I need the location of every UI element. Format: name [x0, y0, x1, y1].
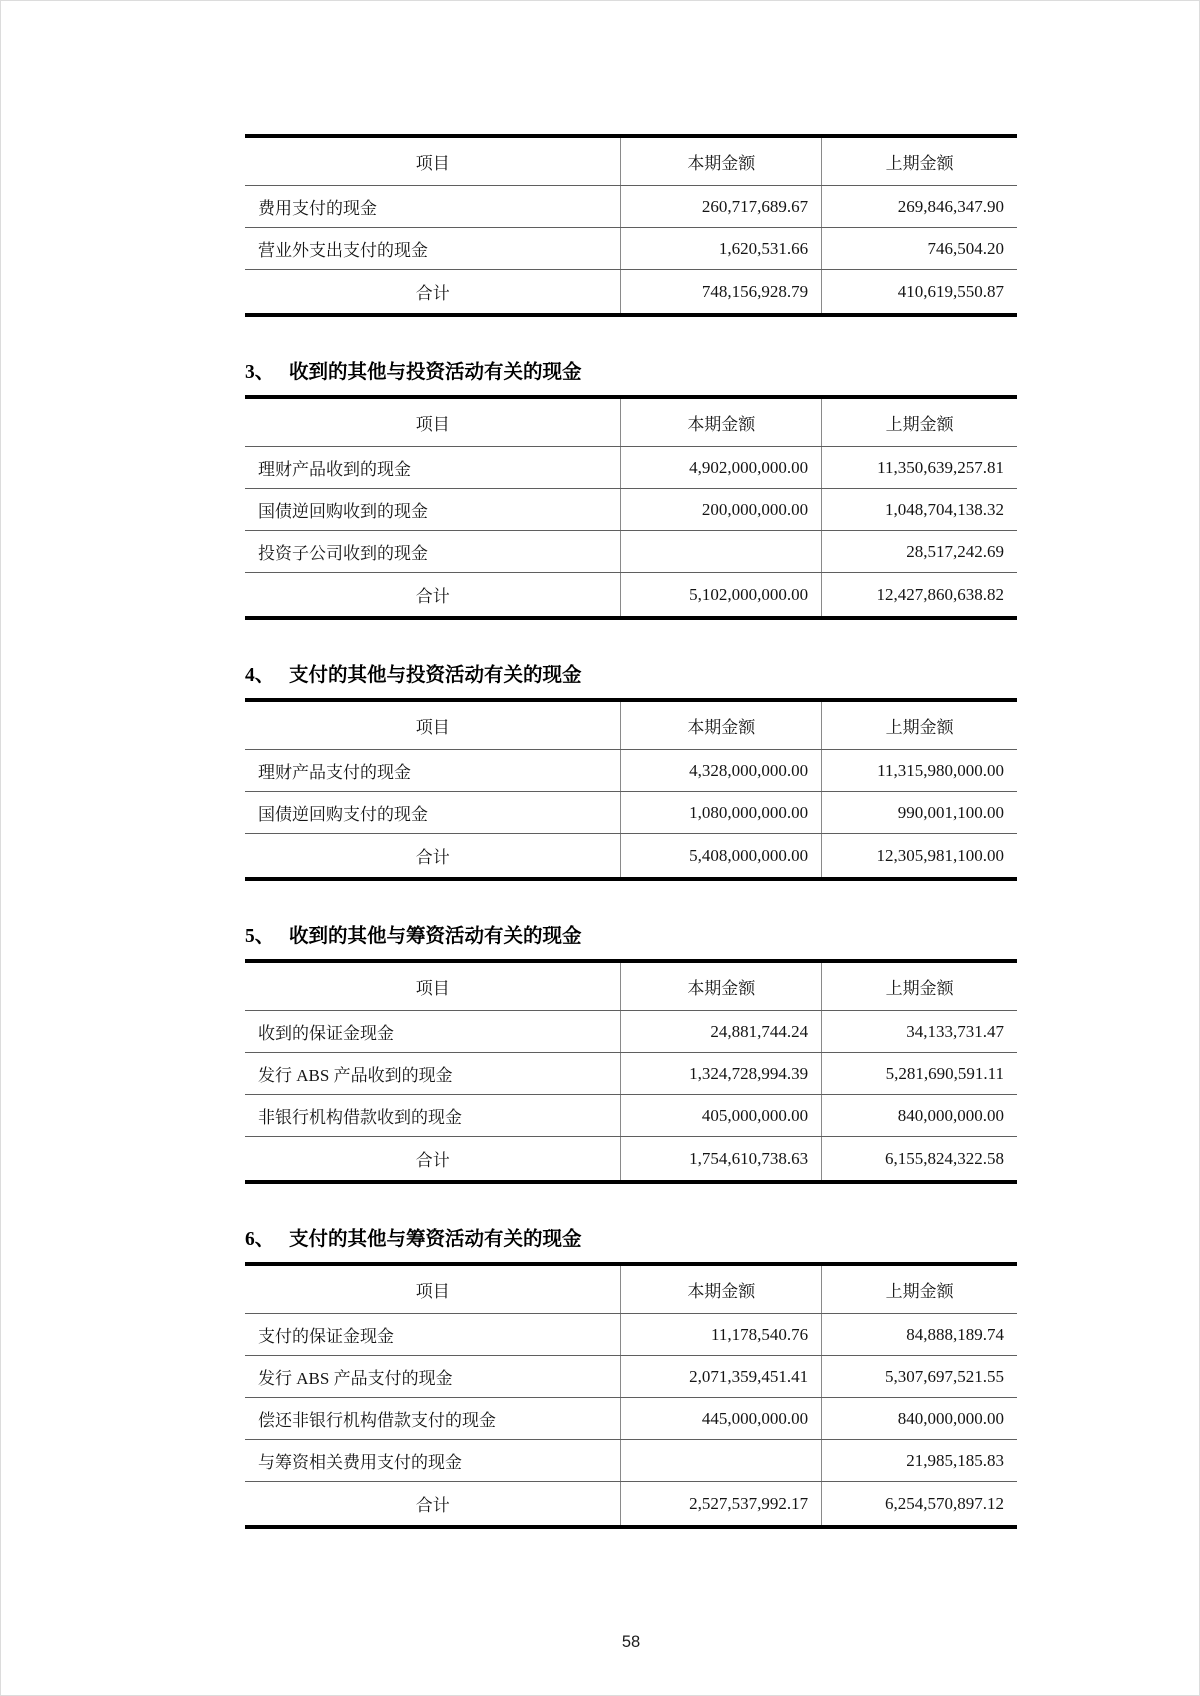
- item-column-header: 项目: [245, 700, 621, 750]
- section-heading: [245, 662, 1017, 698]
- current-period-value: 260,717,689.67: [621, 186, 822, 228]
- row-label: 支付的保证金现金: [245, 1314, 621, 1356]
- report-section: [245, 923, 1017, 1184]
- section-title: 收到的其他与筹资活动有关的现金: [289, 926, 582, 947]
- current-period-column-header: 本期金额: [621, 700, 822, 750]
- row-label: 营业外支出支付的现金: [245, 228, 621, 270]
- section-heading: [245, 359, 1017, 395]
- total-row: [245, 270, 1017, 316]
- item-column-header: 项目: [245, 397, 621, 447]
- current-period-value: 445,000,000.00: [621, 1398, 822, 1440]
- report-sections: [245, 134, 1017, 1529]
- prior-period-value: 990,001,100.00: [822, 792, 1017, 834]
- prior-period-column-header: 上期金额: [822, 397, 1017, 447]
- section-number: 4、: [245, 665, 275, 686]
- current-period-value: 11,178,540.76: [621, 1314, 822, 1356]
- table-header-row: [245, 136, 1017, 186]
- prior-period-value: 11,315,980,000.00: [822, 750, 1017, 792]
- current-period-value: 2,071,359,451.41: [621, 1356, 822, 1398]
- total-prior-value: 12,305,981,100.00: [822, 834, 1017, 880]
- prior-period-value: 840,000,000.00: [822, 1398, 1017, 1440]
- table-row: [245, 1011, 1017, 1053]
- financial-table: [245, 1262, 1017, 1529]
- total-current-value: 5,102,000,000.00: [621, 573, 822, 619]
- section-number: 3、: [245, 362, 275, 383]
- report-section: [245, 662, 1017, 881]
- item-column-header: 项目: [245, 136, 621, 186]
- prior-period-column-header: 上期金额: [822, 136, 1017, 186]
- table-header-row: [245, 1264, 1017, 1314]
- total-prior-value: 6,155,824,322.58: [822, 1137, 1017, 1183]
- current-period-value: 200,000,000.00: [621, 489, 822, 531]
- total-prior-value: 6,254,570,897.12: [822, 1482, 1017, 1528]
- prior-period-value: 746,504.20: [822, 228, 1017, 270]
- total-label: 合计: [415, 587, 450, 606]
- current-period-value: 4,902,000,000.00: [621, 447, 822, 489]
- table-row: [245, 447, 1017, 489]
- item-column-header: 项目: [245, 1264, 621, 1314]
- prior-period-value: 34,133,731.47: [822, 1011, 1017, 1053]
- total-row: [245, 1137, 1017, 1183]
- table-row: [245, 1314, 1017, 1356]
- prior-period-column-header: 上期金额: [822, 1264, 1017, 1314]
- current-period-value: 1,080,000,000.00: [621, 792, 822, 834]
- prior-period-value: 5,307,697,521.55: [822, 1356, 1017, 1398]
- current-period-column-header: 本期金额: [621, 136, 822, 186]
- table-row: [245, 1356, 1017, 1398]
- prior-period-column-header: 上期金额: [822, 700, 1017, 750]
- row-label: 非银行机构借款收到的现金: [245, 1095, 621, 1137]
- total-row: [245, 834, 1017, 880]
- financial-table: [245, 395, 1017, 620]
- row-label: 费用支付的现金: [245, 186, 621, 228]
- table-header-row: [245, 961, 1017, 1011]
- total-label: 合计: [415, 1151, 450, 1170]
- row-label: 投资子公司收到的现金: [245, 531, 621, 573]
- total-current-value: 5,408,000,000.00: [621, 834, 822, 880]
- current-period-value: 24,881,744.24: [621, 1011, 822, 1053]
- table-header-row: [245, 700, 1017, 750]
- report-section: [245, 359, 1017, 620]
- section-number: 5、: [245, 926, 275, 947]
- row-label: 国债逆回购支付的现金: [245, 792, 621, 834]
- row-label: 发行 ABS 产品收到的现金: [245, 1053, 621, 1095]
- prior-period-value: 5,281,690,591.11: [822, 1053, 1017, 1095]
- total-current-value: 2,527,537,992.17: [621, 1482, 822, 1528]
- item-column-header: 项目: [245, 961, 621, 1011]
- prior-period-value: 84,888,189.74: [822, 1314, 1017, 1356]
- total-prior-value: 410,619,550.87: [822, 270, 1017, 316]
- section-title: 收到的其他与投资活动有关的现金: [289, 362, 582, 383]
- section-heading: [245, 1226, 1017, 1262]
- prior-period-value: 269,846,347.90: [822, 186, 1017, 228]
- current-period-value: 1,324,728,994.39: [621, 1053, 822, 1095]
- current-period-value: 405,000,000.00: [621, 1095, 822, 1137]
- section-heading: [245, 923, 1017, 959]
- total-row: [245, 1482, 1017, 1528]
- financial-table: [245, 134, 1017, 317]
- total-prior-value: 12,427,860,638.82: [822, 573, 1017, 619]
- total-label: 合计: [415, 284, 450, 303]
- prior-period-value: 840,000,000.00: [822, 1095, 1017, 1137]
- table-row: [245, 1095, 1017, 1137]
- total-label: 合计: [415, 1496, 450, 1515]
- current-period-value: [621, 531, 822, 573]
- table-row: [245, 1440, 1017, 1482]
- current-period-column-header: 本期金额: [621, 961, 822, 1011]
- row-label: 与筹资相关费用支付的现金: [245, 1440, 621, 1482]
- table-row: [245, 186, 1017, 228]
- table-row: [245, 792, 1017, 834]
- prior-period-column-header: 上期金额: [822, 961, 1017, 1011]
- table-row: [245, 750, 1017, 792]
- prior-period-value: 1,048,704,138.32: [822, 489, 1017, 531]
- prior-period-value: 21,985,185.83: [822, 1440, 1017, 1482]
- financial-table: [245, 959, 1017, 1184]
- total-current-value: 1,754,610,738.63: [621, 1137, 822, 1183]
- report-section: [245, 134, 1017, 317]
- current-period-column-header: 本期金额: [621, 397, 822, 447]
- row-label: 收到的保证金现金: [245, 1011, 621, 1053]
- current-period-column-header: 本期金额: [621, 1264, 822, 1314]
- section-title: 支付的其他与投资活动有关的现金: [289, 665, 582, 686]
- total-label: 合计: [415, 848, 450, 867]
- page-number: 58: [621, 1633, 641, 1651]
- row-label: 发行 ABS 产品支付的现金: [245, 1356, 621, 1398]
- table-row: [245, 489, 1017, 531]
- table-row: [245, 1053, 1017, 1095]
- financial-table: [245, 698, 1017, 881]
- report-section: [245, 1226, 1017, 1529]
- current-period-value: [621, 1440, 822, 1482]
- section-title: 支付的其他与筹资活动有关的现金: [289, 1229, 582, 1250]
- table-row: [245, 228, 1017, 270]
- row-label: 国债逆回购收到的现金: [245, 489, 621, 531]
- row-label: 偿还非银行机构借款支付的现金: [245, 1398, 621, 1440]
- total-current-value: 748,156,928.79: [621, 270, 822, 316]
- total-row: [245, 573, 1017, 619]
- prior-period-value: 11,350,639,257.81: [822, 447, 1017, 489]
- table-header-row: [245, 397, 1017, 447]
- row-label: 理财产品收到的现金: [245, 447, 621, 489]
- table-row: [245, 1398, 1017, 1440]
- current-period-value: 1,620,531.66: [621, 228, 822, 270]
- prior-period-value: 28,517,242.69: [822, 531, 1017, 573]
- current-period-value: 4,328,000,000.00: [621, 750, 822, 792]
- section-number: 6、: [245, 1229, 275, 1250]
- table-row: [245, 531, 1017, 573]
- row-label: 理财产品支付的现金: [245, 750, 621, 792]
